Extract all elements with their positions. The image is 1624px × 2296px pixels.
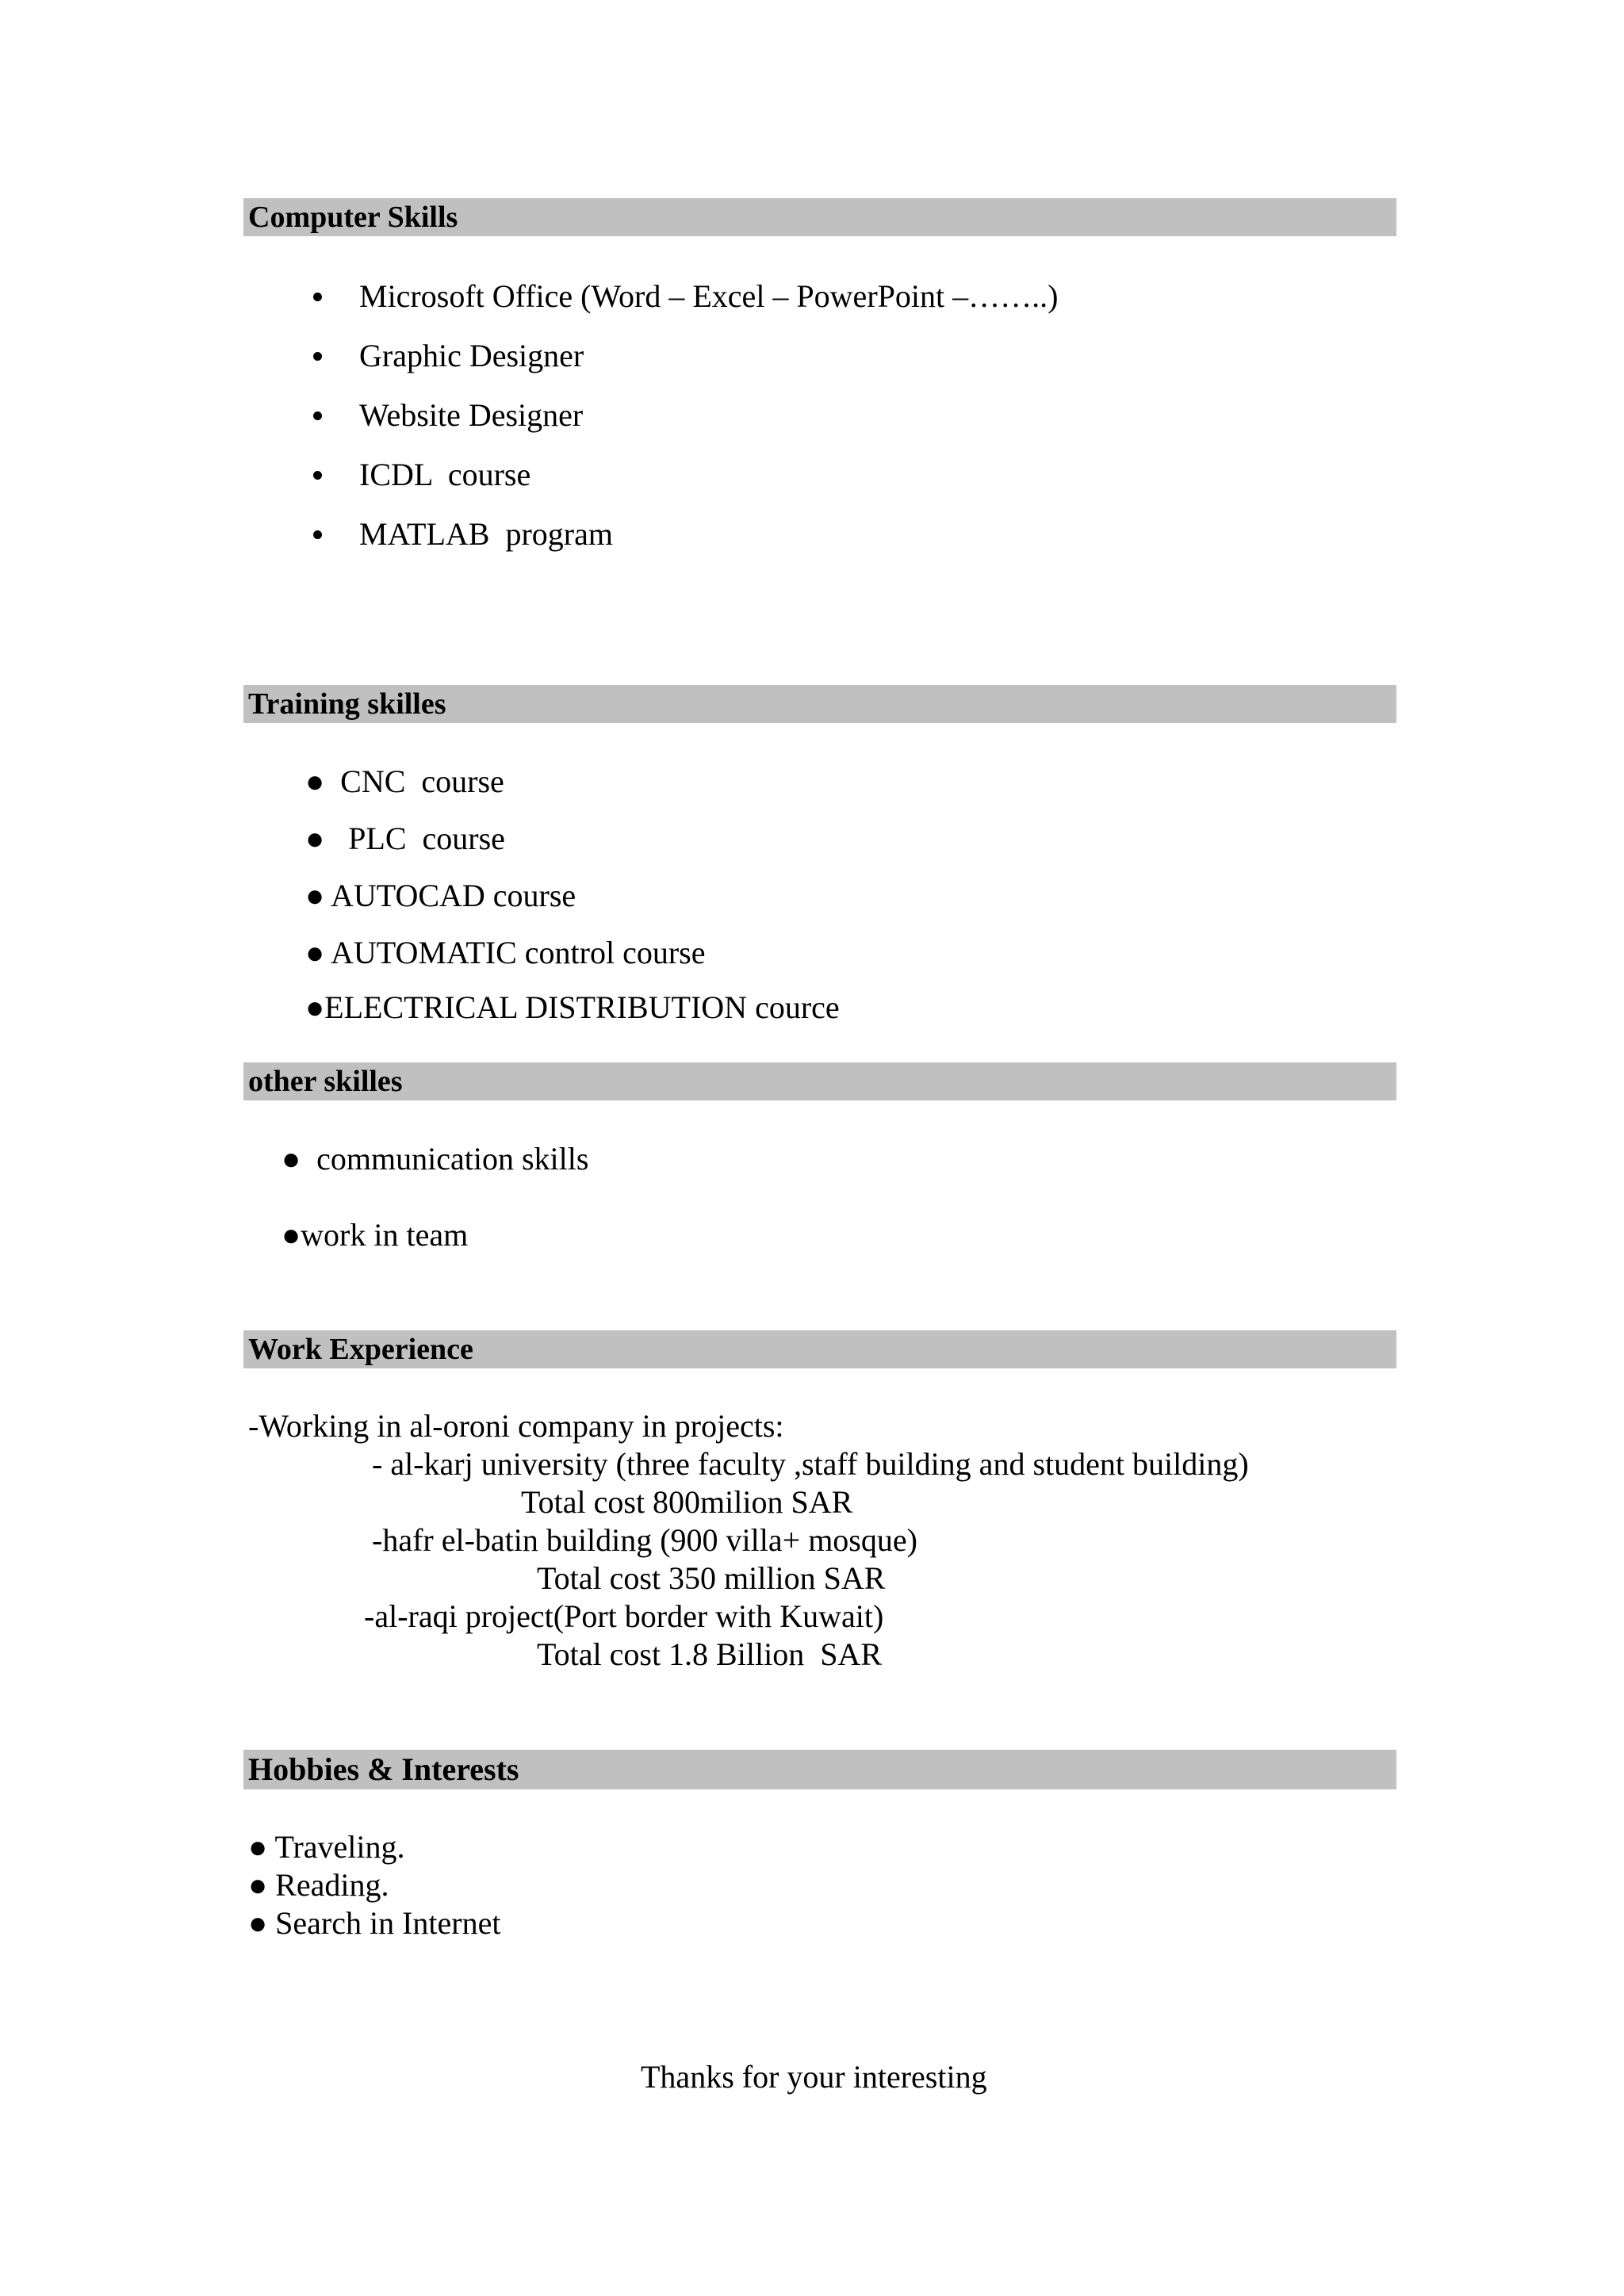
work-intro: -Working in al-oroni company in projects:: [248, 1408, 784, 1444]
list-item: ● Traveling.: [248, 1829, 405, 1865]
project-cost: Total cost 1.8 Billion SAR: [537, 1636, 882, 1672]
section-heading-other-skills: other skilles: [243, 1062, 1396, 1100]
list-item: ● CNC course: [305, 763, 504, 799]
closing-note: Thanks for your interesting: [641, 2059, 987, 2095]
bullet-icon: [313, 411, 322, 420]
list-item-text: MATLAB program: [359, 516, 613, 552]
bullet-icon: [313, 530, 322, 539]
list-item: ●ELECTRICAL DISTRIBUTION cource: [305, 989, 840, 1025]
section-heading-computer-skills: Computer Skills: [243, 198, 1396, 236]
list-item-text: Microsoft Office (Word – Excel – PowerPoint –……..): [359, 278, 1059, 314]
list-item: ● Reading.: [248, 1867, 389, 1903]
project-title: - al-karj university (three faculty ,staff building and student building): [372, 1446, 1249, 1482]
section-heading-hobbies: Hobbies & Interests: [243, 1750, 1396, 1789]
project-cost: Total cost 800milion SAR: [521, 1484, 853, 1520]
section-heading-training-skills: Training skilles: [243, 685, 1396, 723]
list-item-text: ICDL course: [359, 457, 531, 492]
list-item: ● Search in Internet: [248, 1905, 501, 1941]
list-item: ● AUTOCAD course: [305, 878, 576, 913]
list-item: ●work in team: [282, 1217, 469, 1253]
bullet-icon: [313, 352, 322, 361]
list-item-text: Graphic Designer: [359, 338, 584, 373]
section-heading-work-experience: Work Experience: [243, 1330, 1396, 1368]
project-cost: Total cost 350 million SAR: [537, 1560, 886, 1596]
bullet-icon: [313, 471, 322, 480]
bullet-icon: [313, 293, 322, 301]
list-item: ● PLC course: [305, 821, 505, 856]
project-title: -hafr el-batin building (900 villa+ mosque): [372, 1522, 917, 1558]
list-item-text: Website Designer: [359, 397, 584, 433]
project-title: -al-raqi project(Port border with Kuwait): [364, 1598, 884, 1634]
list-item: ● AUTOMATIC control course: [305, 935, 706, 970]
list-item: ● communication skills: [282, 1141, 589, 1177]
